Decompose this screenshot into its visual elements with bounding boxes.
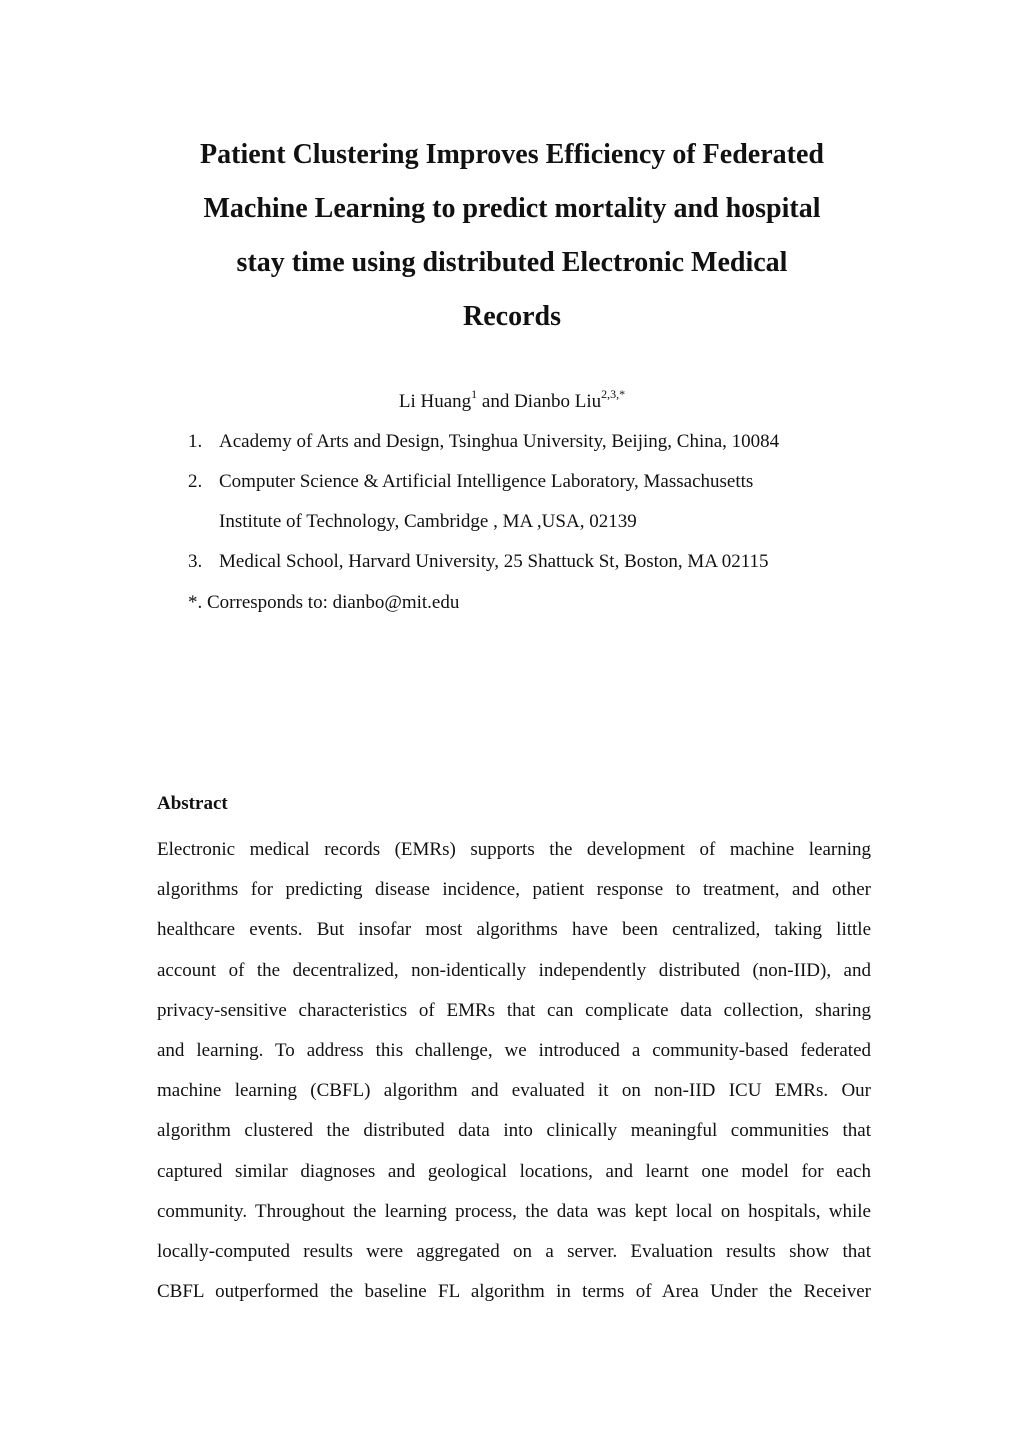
abstract-line: algorithms for predicting disease incidence, patient response to treatment, and other <box>157 879 871 901</box>
title-line: Records <box>463 301 561 332</box>
abstract-heading: Abstract <box>157 793 228 814</box>
abstract-line: algorithm clustered the distributed data into clinically meaningful communities that <box>157 1120 871 1142</box>
affiliation-number: 2. <box>188 471 203 492</box>
affiliation-item <box>188 428 779 456</box>
abstract-line: machine learning (CBFL) algorithm and evaluated it on non-IID ICU EMRs. Our <box>157 1080 871 1102</box>
abstract-line: healthcare events. But insofar most algorithms have been centralized, taking little <box>157 919 871 941</box>
affiliation-text: Medical School, Harvard University, 25 Shattuck St, Boston, MA 02115 <box>219 551 769 572</box>
abstract-line: captured similar diagnoses and geological locations, and learnt one model for each <box>157 1160 871 1182</box>
affiliation-text: Computer Science & Artificial Intelligence Laboratory, Massachusetts <box>219 471 754 492</box>
abstract-line: and learning. To address this challenge, we introduced a community-based federated <box>157 1039 871 1061</box>
abstract-line: locally-computed results were aggregated on a server. Evaluation results show that <box>157 1240 871 1262</box>
author-affiliation-marker: 1 <box>471 386 478 401</box>
abstract-body <box>157 830 871 1312</box>
title-line: Machine Learning to predict mortality and hospital <box>203 193 821 224</box>
paper-title <box>140 128 884 344</box>
affiliation-text: Academy of Arts and Design, Tsinghua University, Beijing, China, 10084 <box>219 431 780 452</box>
affiliation-item <box>188 548 769 576</box>
abstract-line: privacy-sensitive characteristics of EMRs that can complicate data collection, sharing <box>157 999 871 1021</box>
abstract-line: account of the decentralized, non-identically independently distributed (non-IID), and <box>157 959 871 981</box>
abstract-line: Electronic medical records (EMRs) supports the development of machine learning <box>157 839 871 860</box>
abstract-line: CBFL outperformed the baseline FL algorithm in terms of Area Under the Receiver <box>157 1281 871 1303</box>
title-line: stay time using distributed Electronic Medical <box>236 247 788 278</box>
affiliation-number: 1. <box>188 431 203 452</box>
author-affiliation-marker: 2,3,* <box>601 386 626 401</box>
correspondence-note: *. Corresponds to: dianbo@mit.edu <box>188 592 460 613</box>
title-line: Patient Clustering Improves Efficiency of Federated <box>200 139 824 170</box>
affiliation-item <box>188 468 753 496</box>
author-name: Dianbo Liu <box>514 391 602 412</box>
author-joiner: and <box>477 391 515 412</box>
author-name: Li Huang <box>398 391 472 412</box>
affiliation-number: 3. <box>188 551 203 572</box>
affiliation-text-continuation: Institute of Technology, Cambridge , MA ,USA, 02139 <box>219 511 637 532</box>
abstract-line: community. Throughout the learning process, the data was kept local on hospitals, while <box>157 1200 871 1222</box>
author-list <box>0 388 1024 416</box>
